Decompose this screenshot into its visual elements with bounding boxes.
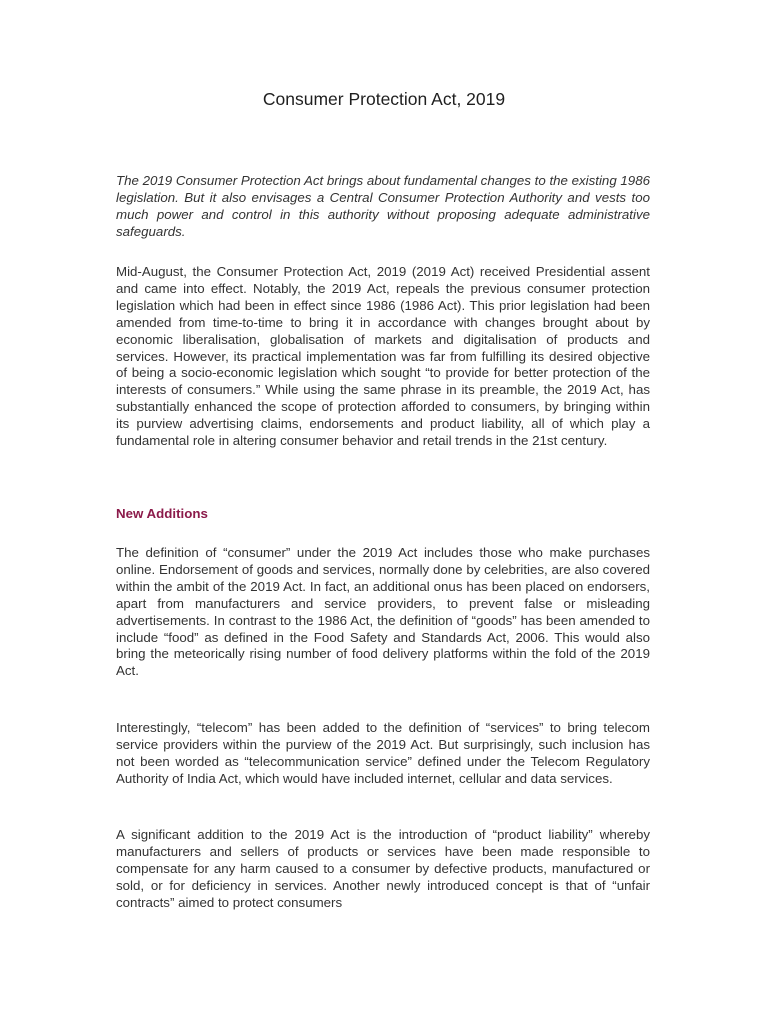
body-paragraph-4: A significant addition to the 2019 Act is the introduction of “product liability” whereby manufacturers and sellers of products or services have been made responsible to compensate for any harm caused to a consumer by defective products, manufactured or sold, or for deficiency in services. Another newly introduced concept is that of “unfair contracts” aimed to protect consumers (116, 827, 650, 910)
section-heading-new-additions: New Additions (116, 506, 208, 521)
page-title: Consumer Protection Act, 2019 (262, 89, 506, 109)
body-paragraph-1: Mid-August, the Consumer Protection Act, 2019 (2019 Act) received Presidential assent and came into effect. Notably, the 2019 Act, repeals the previous consumer protection legislation which had been in effect since 1986 (1986 Act). This prior legislation had been amended from time-to-time to bring it in accordance with changes brought about by economic liberalisation, globalisation of markets and digitalisation of products and services. However, its practical implementation was far from fulfilling its desired objective of being a socio-economic legislation which sought “to provide for better protection of the interests of consumers.” While using the same phrase in its preamble, the 2019 Act, has substantially enhanced the scope of protection afforded to consumers, by bringing within its purview advertising claims, endorsements and product liability, all of which play a fundamental role in altering consumer behavior and retail trends in the 21st century. (116, 264, 650, 449)
abstract-paragraph: The 2019 Consumer Protection Act brings about fundamental changes to the existing 1986 legislation. But it also envisages a Central Consumer Protection Authority and vests too much power and control in this authority without proposing adequate administrative safeguards. (116, 173, 650, 239)
body-paragraph-2: The definition of “consumer” under the 2019 Act includes those who make purchases online. Endorsement of goods and services, normally done by celebrities, are also covered within the ambit of the 2019 Act. In fact, an additional onus has been placed on endorsers, apart from manufacturers and service providers, to prevent false or misleading advertisements. In contrast to the 1986 Act, the definition of “goods” has been amended to include “food” as defined in the Food Safety and Standards Act, 2006. This would also bring the meteorically rising number of food delivery platforms within the fold of the 2019 Act. (116, 545, 650, 679)
body-paragraph-3: Interestingly, “telecom” has been added to the definition of “services” to bring telecom service providers within the purview of the 2019 Act. But surprisingly, such inclusion has not been worded as “telecommunication service” defined under the Telecom Regulatory Authority of India Act, which would have included internet, cellular and data services. (116, 720, 650, 786)
